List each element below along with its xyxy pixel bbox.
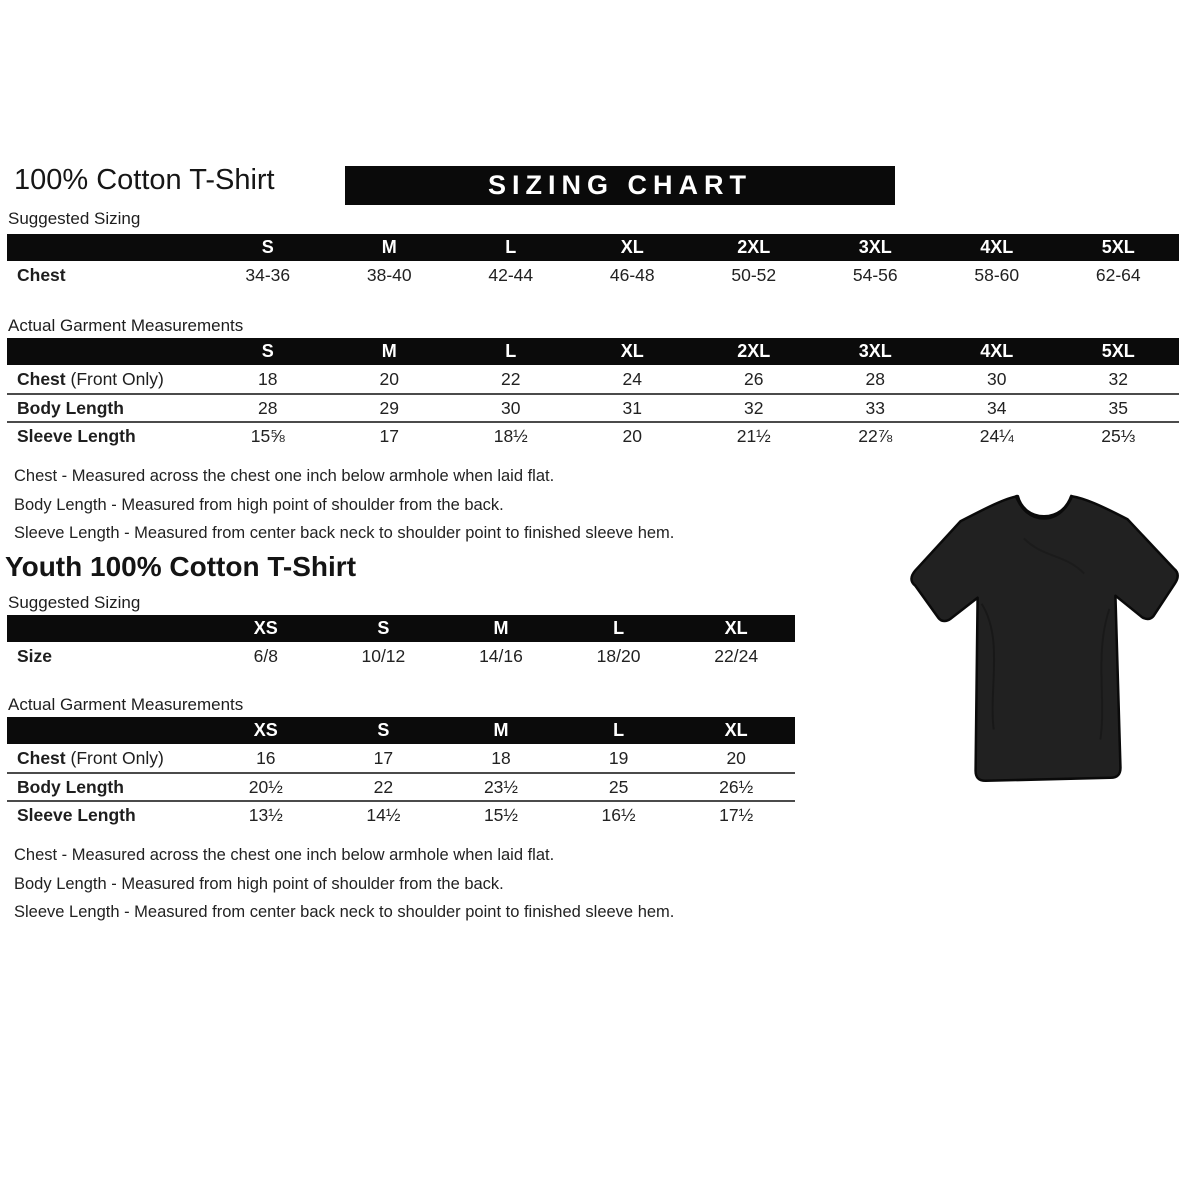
row-label — [7, 369, 207, 390]
youth-actual-measurements-table — [7, 717, 795, 828]
cell: 19 — [608, 747, 629, 768]
col-header: XL — [724, 720, 748, 740]
note-line: Chest - Measured across the chest one inch below armhole when laid flat. — [14, 846, 555, 864]
cell: 31 — [622, 397, 642, 418]
cell: 25 — [608, 776, 629, 797]
col-header: XL — [724, 618, 748, 638]
cell: 29 — [379, 397, 399, 418]
row-label — [7, 748, 207, 769]
cell: 18 — [491, 747, 511, 768]
table-row-size — [7, 642, 795, 670]
youth-actual-measurements-label: Actual Garment Measurements — [8, 695, 244, 714]
row-label-text: Chest — [17, 368, 66, 389]
cell: 22⅞ — [858, 425, 893, 446]
cell: 23½ — [483, 776, 519, 797]
row-label: Sleeve Length — [17, 425, 136, 446]
cell: 21½ — [736, 425, 771, 446]
row-label: Sleeve Length — [17, 804, 136, 825]
col-header: XS — [253, 618, 278, 638]
tshirt-product-image — [893, 478, 1195, 814]
cell: 22/24 — [714, 645, 759, 666]
youth-actual-header-row — [7, 717, 795, 744]
col-header: S — [261, 341, 274, 361]
cell: 35 — [1108, 397, 1128, 418]
col-header: L — [505, 341, 517, 361]
page-title: 100% Cotton T-Shirt — [14, 164, 275, 196]
cell: 15½ — [483, 804, 519, 825]
note-line: Sleeve Length - Measured from center back neck to shoulder point to finished sleeve hem. — [14, 903, 675, 921]
adult-suggested-header-row — [7, 234, 1179, 261]
cell: 38-40 — [366, 264, 412, 285]
cell: 14½ — [366, 804, 401, 825]
cell: 14/16 — [479, 645, 523, 666]
cell: 17½ — [719, 804, 754, 825]
cell: 28 — [258, 397, 278, 418]
cell: 20 — [622, 425, 642, 446]
youth-section-title: Youth 100% Cotton T-Shirt — [5, 551, 357, 582]
table-row-sleeve-length — [7, 421, 1179, 449]
cell: 10/12 — [361, 645, 406, 666]
cell: 34 — [987, 397, 1007, 418]
cell: 58-60 — [974, 264, 1020, 285]
youth-suggested-sizing-table — [7, 615, 795, 670]
col-header: L — [505, 237, 517, 257]
col-header: XS — [253, 720, 278, 740]
col-header: XL — [620, 237, 644, 257]
row-label: Body Length — [17, 397, 124, 418]
cell: 46-48 — [609, 264, 655, 285]
col-header: L — [613, 618, 625, 638]
table-row-body-length — [7, 393, 1179, 421]
youth-suggested-sizing-label: Suggested Sizing — [8, 593, 141, 612]
col-header: 5XL — [1101, 237, 1135, 257]
cell: 24¼ — [979, 425, 1014, 446]
adult-actual-header-row — [7, 338, 1179, 365]
adult-actual-measurements-label: Actual Garment Measurements — [8, 316, 244, 335]
cell: 30 — [987, 368, 1007, 389]
cell: 18½ — [493, 425, 528, 446]
cell: 17 — [373, 747, 394, 768]
note-line: Body Length - Measured from high point of shoulder from the back. — [14, 495, 504, 514]
cell: 22 — [501, 368, 521, 389]
adult-measurement-notes — [14, 462, 674, 548]
col-header: 2XL — [737, 237, 771, 257]
cell: 18 — [258, 368, 278, 389]
cell: 24 — [622, 368, 642, 389]
cell: 20 — [726, 747, 746, 768]
cell: 30 — [501, 397, 521, 418]
row-label: Size — [17, 645, 53, 666]
cell: 20½ — [248, 776, 283, 797]
cell: 42-44 — [488, 264, 534, 285]
table-row — [7, 261, 1179, 289]
cell: 22 — [373, 776, 394, 797]
col-header: M — [493, 618, 509, 638]
table-row-chest — [7, 365, 1179, 393]
col-header: S — [377, 618, 390, 638]
cell: 18/20 — [596, 645, 641, 666]
cell: 32 — [744, 397, 764, 418]
cell: 25⅓ — [1101, 425, 1136, 446]
adult-suggested-sizing-label: Suggested Sizing — [8, 209, 141, 228]
row-label: Body Length — [17, 776, 124, 797]
cell: 54-56 — [852, 264, 898, 285]
note-line: Body Length - Measured from high point of shoulder from the back. — [14, 874, 504, 893]
sizing-chart-banner — [345, 166, 895, 205]
cell: 16½ — [601, 804, 636, 825]
col-header: 5XL — [1101, 341, 1135, 361]
table-row-body-length — [7, 772, 795, 800]
table-row-sleeve-length — [7, 800, 795, 828]
cell: 16 — [256, 747, 276, 768]
col-header: 4XL — [980, 341, 1014, 361]
col-header: S — [377, 720, 390, 740]
cell: 17 — [379, 425, 399, 446]
col-header: XL — [620, 341, 644, 361]
col-header: 3XL — [858, 237, 892, 257]
youth-measurement-notes — [14, 841, 674, 927]
row-label-suffix: (Front Only) — [70, 747, 164, 768]
adult-actual-measurements-table — [7, 338, 1179, 449]
cell: 32 — [1108, 368, 1128, 389]
youth-suggested-header-row — [7, 615, 795, 642]
cell: 33 — [865, 397, 885, 418]
cell: 62-64 — [1095, 264, 1141, 285]
col-header: 4XL — [980, 237, 1014, 257]
col-header: 2XL — [737, 341, 771, 361]
cell: 26½ — [719, 776, 754, 797]
note-line: Chest - Measured across the chest one inch below armhole when laid flat. — [14, 467, 555, 485]
col-header: S — [261, 237, 274, 257]
cell: 50-52 — [731, 264, 777, 285]
row-label-suffix: (Front Only) — [70, 368, 164, 389]
row-label-text: Chest — [17, 747, 66, 768]
cell: 6/8 — [253, 645, 278, 666]
cell: 13½ — [248, 804, 283, 825]
adult-suggested-sizing-table — [7, 234, 1179, 289]
col-header: L — [613, 720, 625, 740]
tshirt-icon — [893, 478, 1195, 814]
cell: 26 — [744, 368, 764, 389]
row-label: Chest — [17, 264, 66, 285]
cell: 20 — [379, 368, 399, 389]
sizing-chart-banner-label: SIZING CHART — [488, 170, 752, 200]
note-line: Sleeve Length - Measured from center back neck to shoulder point to finished sleeve hem. — [14, 524, 675, 542]
table-row-chest — [7, 744, 795, 772]
col-header: M — [493, 720, 509, 740]
col-header: M — [381, 237, 397, 257]
cell: 28 — [865, 368, 885, 389]
col-header: 3XL — [858, 341, 892, 361]
col-header: M — [381, 341, 397, 361]
cell: 15⅝ — [250, 425, 285, 446]
cell: 34-36 — [245, 264, 291, 285]
